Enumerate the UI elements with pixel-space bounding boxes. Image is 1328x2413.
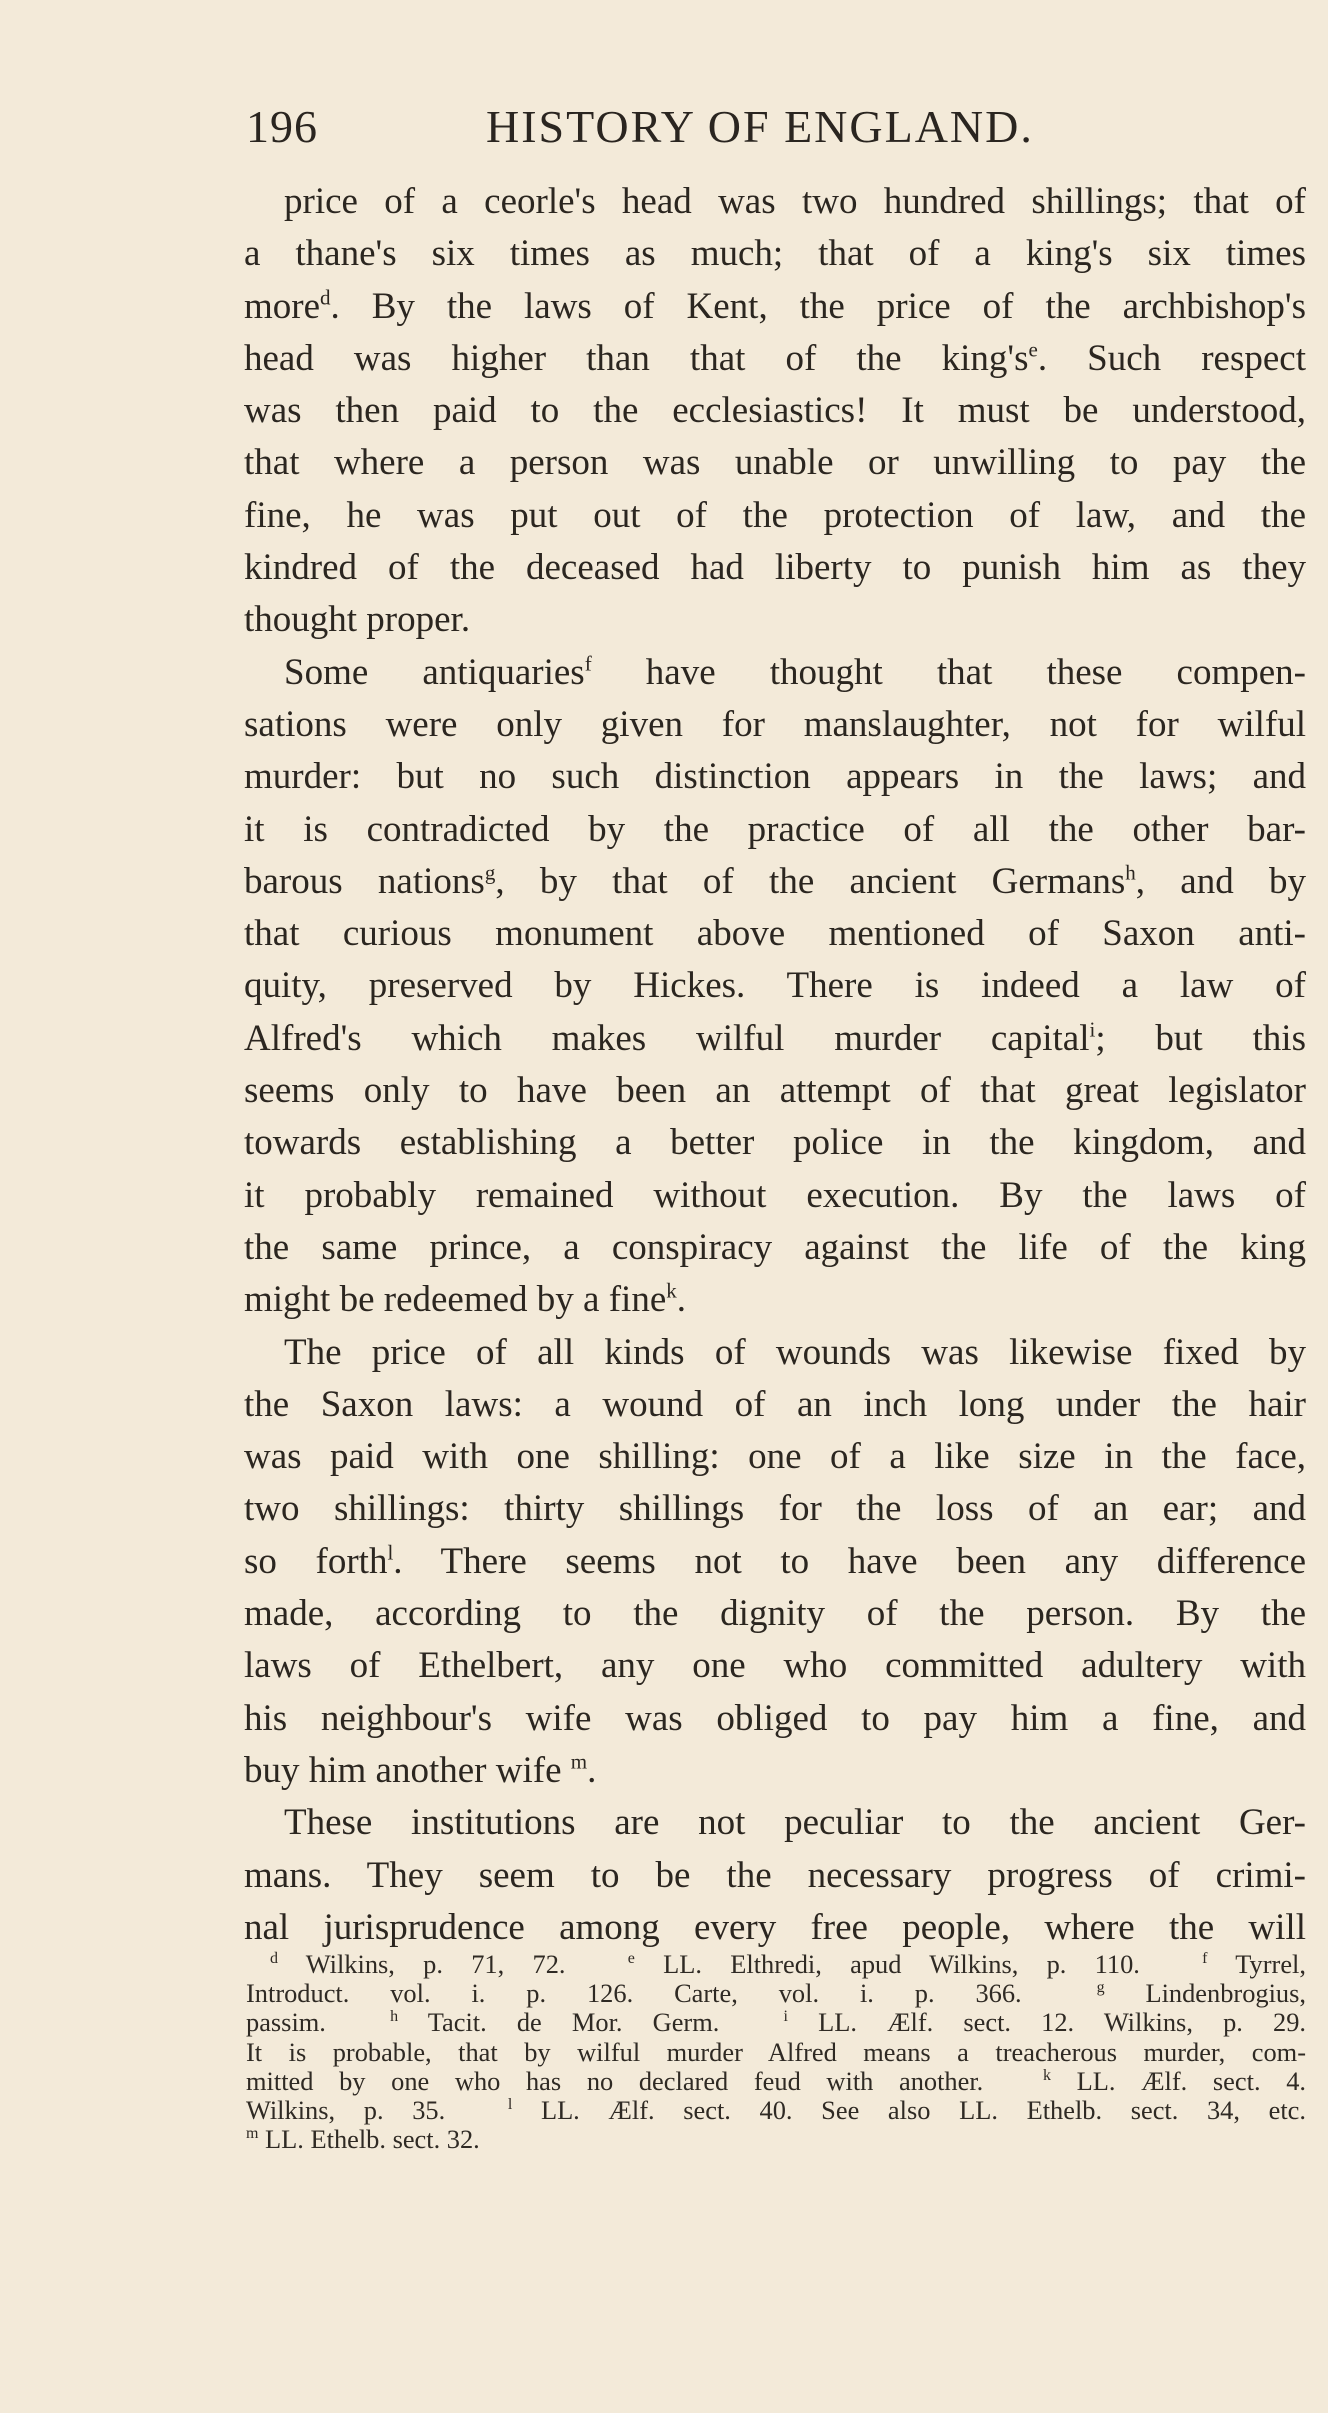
text-line: barous nations$^g$, by that of the ancient Germans$^h$, and by [244, 860, 1306, 902]
text-line: so forth$^l$. There seems not to have been any difference [244, 1540, 1306, 1582]
text-line: that curious monument above mentioned of Saxon anti- [244, 913, 1306, 955]
text-line: it is contradicted by the practice of all the other bar- [244, 808, 1306, 850]
paragraph [244, 1327, 1306, 1798]
paragraph [244, 647, 1306, 1327]
text-line: was then paid to the ecclesiastics! It must be understood, [244, 390, 1306, 432]
page-number: 196 [246, 101, 318, 152]
text-line: was paid with one shilling: one of a like size in the face, [244, 1436, 1306, 1478]
footnote-mark: h [390, 2008, 399, 2026]
footnote-marker: k [666, 1278, 677, 1303]
text-line: a thane's six times as much; that of a king's six times [244, 233, 1306, 275]
text-line: the same prince, a conspiracy against the life of the king [244, 1226, 1306, 1268]
text-line: more$^d$. By the laws of Kent, the price of the archbishop's [244, 285, 1306, 327]
text-line: his neighbour's wife was obliged to pay him a fine, and [244, 1697, 1306, 1739]
text-line: The price of all kinds of wounds was likewise fixed by [284, 1331, 1306, 1373]
text-line: that where a person was unable or unwilling to pay the [244, 442, 1306, 484]
body-text [244, 176, 1306, 1954]
text-line: buy him another wife $^m$. [244, 1749, 597, 1791]
footnote-marker: h [1125, 860, 1136, 885]
footnote-marker: g [484, 860, 496, 885]
footnotes [246, 1950, 1306, 2154]
footnote-marker: i [1089, 1017, 1096, 1042]
text-line: fine, he was put out of the protection of law, and the [244, 494, 1306, 536]
footnote-mark: m [246, 2125, 259, 2143]
text-line: price of a ceorle's head was two hundred shillings; that of [284, 181, 1306, 222]
text-line: kindred of the deceased had liberty to punish him as they [244, 547, 1306, 589]
footnote-line: passim. $^h$ Tacit. de Mor. Germ. $^i$ LL. Ælf. sect. 12. Wilkins, p. 29. [246, 2007, 1306, 2038]
running-title: HISTORY OF ENGLAND. [486, 101, 1034, 152]
text-line: it probably remained without execution. By the laws of [244, 1174, 1306, 1216]
text-line: seems only to have been an attempt of that great legislator [244, 1070, 1306, 1112]
footnote-line: $^d$ Wilkins, p. 71, 72. $^e$ LL. Elthredi, apud Wilkins, p. 110. $^f$ Tyrrel, [270, 1949, 1306, 1979]
text-line: quity, preserved by Hickes. There is indeed a law of [244, 965, 1306, 1007]
footnote-line: It is probable, that by wilful murder Alfred means a treacherous murder, com- [246, 2036, 1306, 2067]
text-line: nal jurisprudence among every free people, where the will [244, 1906, 1306, 1948]
footnote-marker: f [584, 651, 592, 676]
footnote-marker: l [387, 1540, 394, 1565]
text-line: the Saxon laws: a wound of an inch long under the hair [244, 1383, 1306, 1425]
paragraph [244, 176, 1306, 647]
footnote-marker: d [320, 285, 331, 310]
text-line: sations were only given for manslaughter, not for wilful [244, 703, 1306, 745]
footnote-line: Wilkins, p. 35. $^l$ LL. Ælf. sect. 40. See also LL. Ethelb. sect. 34, etc. [246, 2095, 1306, 2126]
footnote-mark: e [627, 1950, 635, 1968]
footnote-marker: e [1028, 337, 1038, 362]
footnote-line: mitted by one who has no declared feud with another. $^k$ LL. Ælf. sect. 4. [246, 2065, 1306, 2096]
footnote-marker: m [570, 1749, 588, 1774]
paragraph [244, 1797, 1306, 1954]
text-line: thought proper. [244, 599, 471, 641]
text-line: might be redeemed by a fine$^k$. [244, 1278, 686, 1321]
text-line: head was higher than that of the king's$^e$. Such respect [244, 337, 1306, 379]
text-line: made, according to the dignity of the person. By the [244, 1593, 1306, 1635]
text-line: towards establishing a better police in the kingdom, and [244, 1122, 1306, 1164]
text-line: mans. They seem to be the necessary progress of crimi- [244, 1854, 1306, 1896]
footnote-mark: k [1042, 2067, 1051, 2085]
footnote-line: $^m$ LL. Ethelb. sect. 32. [246, 2124, 480, 2155]
footnote-mark: f [1202, 1950, 1208, 1968]
text-line: two shillings: thirty shillings for the loss of an ear; and [244, 1488, 1306, 1530]
text-line: murder: but no such distinction appears in the laws; and [244, 756, 1306, 798]
text-line: laws of Ethelbert, any one who committed adultery with [244, 1645, 1306, 1687]
footnote-mark: i [783, 2008, 788, 2026]
text-line: Alfred's which makes wilful murder capital$^i$; but this [244, 1017, 1306, 1059]
text-line: Some antiquaries$^f$ have thought that these compen- [284, 651, 1307, 693]
text-line: These institutions are not peculiar to the ancient Ger- [284, 1802, 1306, 1844]
footnote-line: Introduct. vol. i. p. 126. Carte, vol. i. p. 366. $^g$ Lindenbrogius, [246, 1978, 1306, 2009]
footnote-mark: g [1096, 1979, 1105, 1997]
footnote-mark: l [507, 2096, 513, 2114]
footnote-mark: d [270, 1950, 278, 1968]
